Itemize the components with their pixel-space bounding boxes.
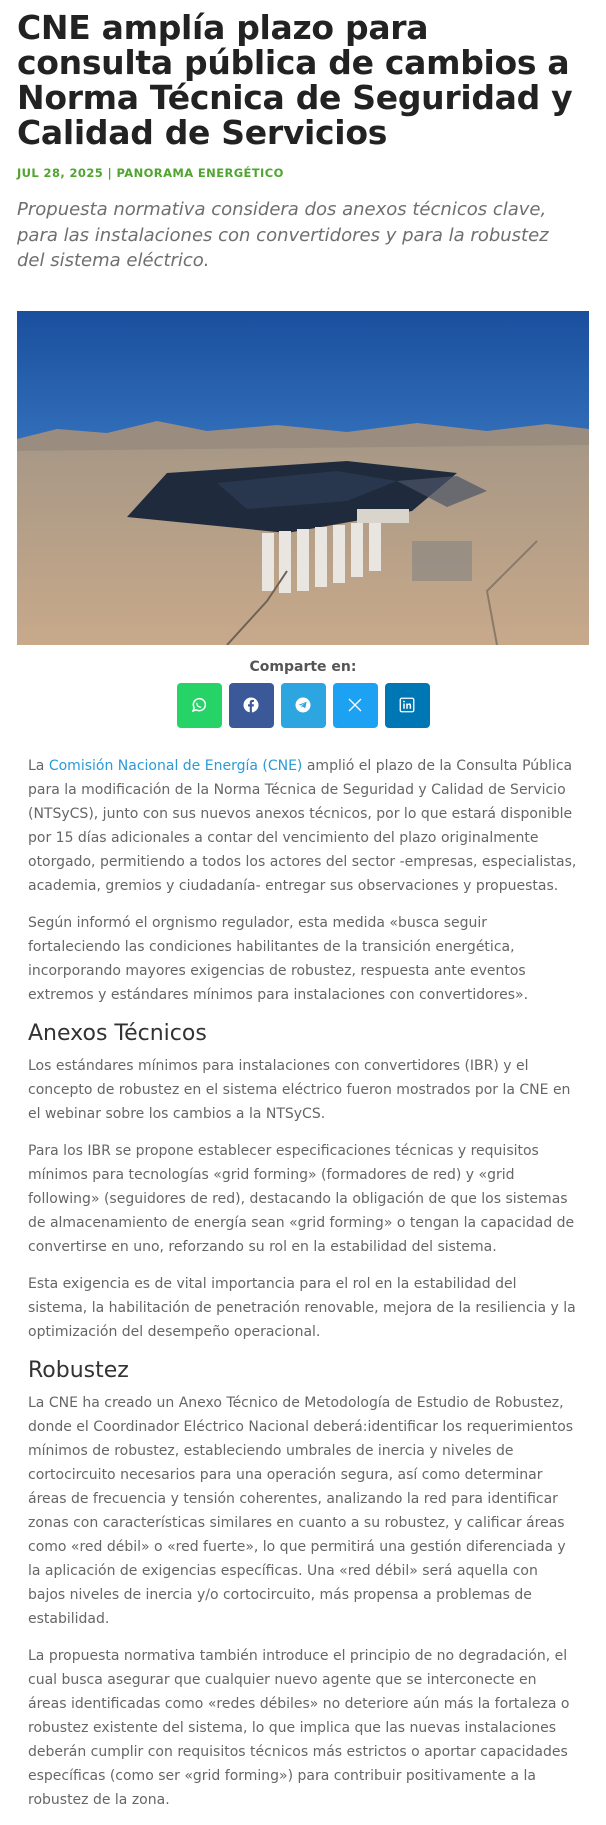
paragraph-1-prefix: La [28, 757, 49, 774]
paragraph-3: Los estándares mínimos para instalaciones con convertidores (IBR) y el concepto de robustez en el sistema eléctrico fueron mostrados por la CNE en el webinar sobre los cambios a la NTSyCS. [28, 1057, 571, 1122]
article-subtitle: Propuesta normativa considera dos anexos técnicos clave, para las instalaciones con convertidores y para la robustez del sistema eléctrico. [17, 199, 549, 271]
linkedin-share-button[interactable] [385, 683, 430, 728]
linkedin-icon [398, 696, 416, 714]
telegram-icon [294, 696, 312, 714]
paragraph-7: La propuesta normativa también introduce el principio de no degradación, el cual busca asegurar que cualquier nuevo agente que se interconecte en áreas identificadas como «redes débiles» no deteriore aún más la fortaleza o robustez existente del sistema, lo que implica que las nuevas instalaciones deberán cumplir con requisitos técnicos más estrictos o aportar capacidades específicas (como ser «grid forming») para contribuir positivamente a la robustez de la zona. [28, 1647, 570, 1808]
heading-anexos-tecnicos: Anexos Técnicos [28, 1020, 207, 1046]
paragraph-1-rest: amplió el plazo de la Consulta Pública para la modificación de la Norma Técnica de Seguridad y Calidad de Servicio (NTSyCS), junto con sus nuevos anexos técnicos, por lo que estará disponible por 15 días adicionales a contar del vencimiento del plazo originalmente otorgado, permitiendo a todos los actores del sector -empresas, especialistas, academia, gremios y ciudadanía- entregar sus observaciones y propuestas. [28, 757, 577, 894]
article-body [17, 754, 589, 1812]
paragraph-2: Según informó el orgnismo regulador, esta medida «busca seguir fortaleciendo las condiciones habilitantes de la transición energética, incorporando mayores exigencias de robustez, respuesta ante eventos extremos y estándares mínimos para instalaciones con convertidores». [28, 914, 529, 1003]
cne-link[interactable]: Comisión Nacional de Energía (CNE) [48, 757, 303, 774]
telegram-share-button[interactable] [281, 683, 326, 728]
paragraph-1 [28, 754, 578, 898]
paragraph-4: Para los IBR se propone establecer especificaciones técnicas y requisitos mínimos para tecnologías «grid forming» (formadores de red) y «grid following» (seguidores de red), destacando la obligación de que los sistemas de almacenamiento de energía sean «grid forming» o tengan la capacidad de convertirse en uno, reforzando su rol en la estabilidad del sistema. [28, 1142, 575, 1255]
x-share-button[interactable] [333, 683, 378, 728]
paragraph-5: Esta exigencia es de vital importancia para el rol en la estabilidad del sistema, la habilitación de penetración renovable, mejora de la resiliencia y la optimización del desempeño operacional. [28, 1275, 576, 1340]
heading-robustez: Robustez [28, 1357, 129, 1383]
facebook-share-button[interactable] [229, 683, 274, 728]
share-buttons [17, 683, 589, 728]
article-title: CNE amplía plazo para consulta pública de cambios a Norma Técnica de Seguridad y Calidad de Servicios [17, 8, 573, 152]
whatsapp-icon [190, 696, 208, 714]
whatsapp-share-button[interactable] [177, 683, 222, 728]
article-meta: JUL 28, 2025 | PANORAMA ENERGÉTICO [17, 166, 284, 180]
share-section [17, 659, 589, 728]
facebook-icon [242, 696, 260, 714]
hero-image [17, 311, 589, 645]
share-label: Comparte en: [249, 658, 357, 675]
paragraph-6: La CNE ha creado un Anexo Técnico de Metodología de Estudio de Robustez, donde el Coordinador Eléctrico Nacional deberá:identificar los requerimientos mínimos de robustez, estableciendo umbrales de inercia y niveles de cortocircuito necesarios para una operación segura, así como determinar áreas de frecuencia y tensión coherentes, analizando la red para identificar zonas con características similares en cuanto a su robustez, y calificar áreas como «red débil» o «red fuerte», lo que permitirá una gestión diferenciada y la aplicación de exigencias específicas. Una «red débil» será aquella con bajos niveles de inercia y/o cortocircuito, más propensa a problemas de estabilidad. [28, 1394, 574, 1627]
x-icon [346, 696, 364, 714]
